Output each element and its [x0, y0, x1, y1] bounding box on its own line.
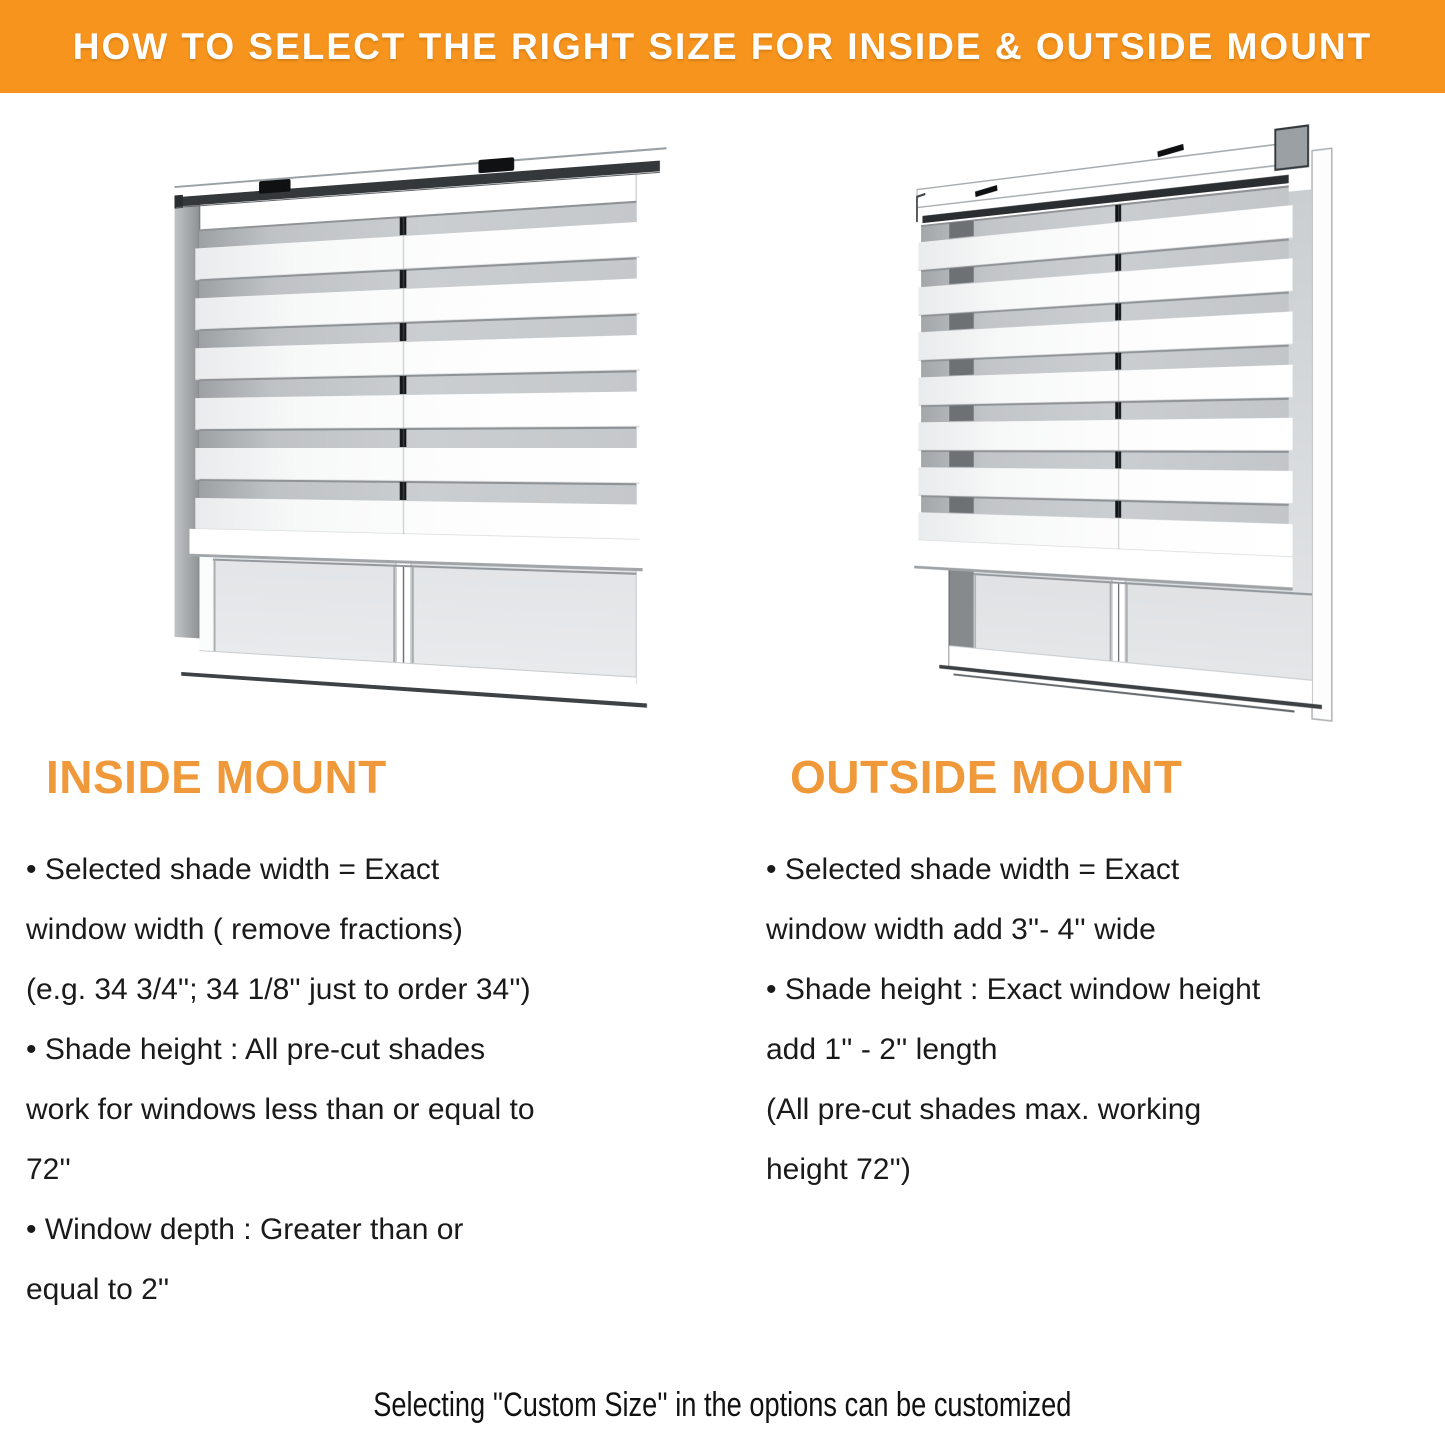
inside-mount-line: 72'': [26, 1153, 71, 1186]
footer-note: [0, 1386, 1445, 1425]
outside-window-board: [911, 119, 1343, 727]
inside-mount-heading: INSIDE MOUNT: [46, 751, 387, 803]
zebra-band: [195, 427, 639, 484]
inside-mount-line: equal to 2'': [26, 1273, 170, 1306]
zebra-stripes: [918, 185, 1292, 557]
right-casing: [1312, 148, 1332, 721]
inside-mount-section: [26, 750, 716, 1320]
outside-mount-line: (All pre-cut shades max. working: [766, 1093, 1202, 1126]
inside-mount-line: (e.g. 34 3/4''; 34 1/8'' just to order 34''): [26, 973, 531, 1006]
inside-window-board: [175, 136, 667, 711]
footer-note-text: Selecting ''Custom Size'' in the options can be customized: [373, 1386, 1072, 1424]
outside-mount-illustration: [872, 140, 1352, 755]
outside-mount-line: add 1'' - 2'' length: [766, 1033, 998, 1066]
outside-mount-line: • Shade height : Exact window height: [766, 973, 1261, 1006]
banner-title: HOW TO SELECT THE RIGHT SIZE FOR INSIDE & OUTSIDE MOUNT: [72, 25, 1373, 67]
header-banner: [0, 0, 1445, 93]
outside-mount-heading: OUTSIDE MOUNT: [790, 751, 1183, 803]
wall-screw-mark: [1157, 144, 1184, 157]
zebra-band: [195, 370, 639, 429]
zebra-band: [918, 450, 1292, 504]
inside-mount-illustration: [146, 148, 666, 748]
inside-mount-line: • Selected shade width = Exact: [26, 853, 440, 886]
outside-mount-section: [766, 750, 1436, 1200]
zebra-stripes: [195, 201, 639, 540]
mount-bracket-cube: [1275, 125, 1308, 169]
zebra-shade-window-inside-mount-icon: [175, 136, 667, 711]
outside-mount-line: • Selected shade width = Exact: [766, 853, 1180, 886]
outside-mount-line: window width add 3''- 4'' wide: [766, 913, 1156, 946]
zebra-band: [918, 398, 1292, 451]
zebra-shade-window-outside-mount-icon: [911, 119, 1343, 727]
outside-mount-line: height 72''): [766, 1153, 911, 1186]
inside-mount-line: • Shade height : All pre-cut shades: [26, 1033, 486, 1066]
mount-bracket: [478, 157, 514, 173]
right-stile: [636, 169, 666, 687]
mount-bracket: [259, 179, 290, 194]
inside-mount-line: • Window depth : Greater than or: [26, 1213, 464, 1246]
inside-mount-line: window width ( remove fractions): [26, 913, 463, 946]
inside-mount-line: work for windows less than or equal to: [26, 1093, 535, 1126]
